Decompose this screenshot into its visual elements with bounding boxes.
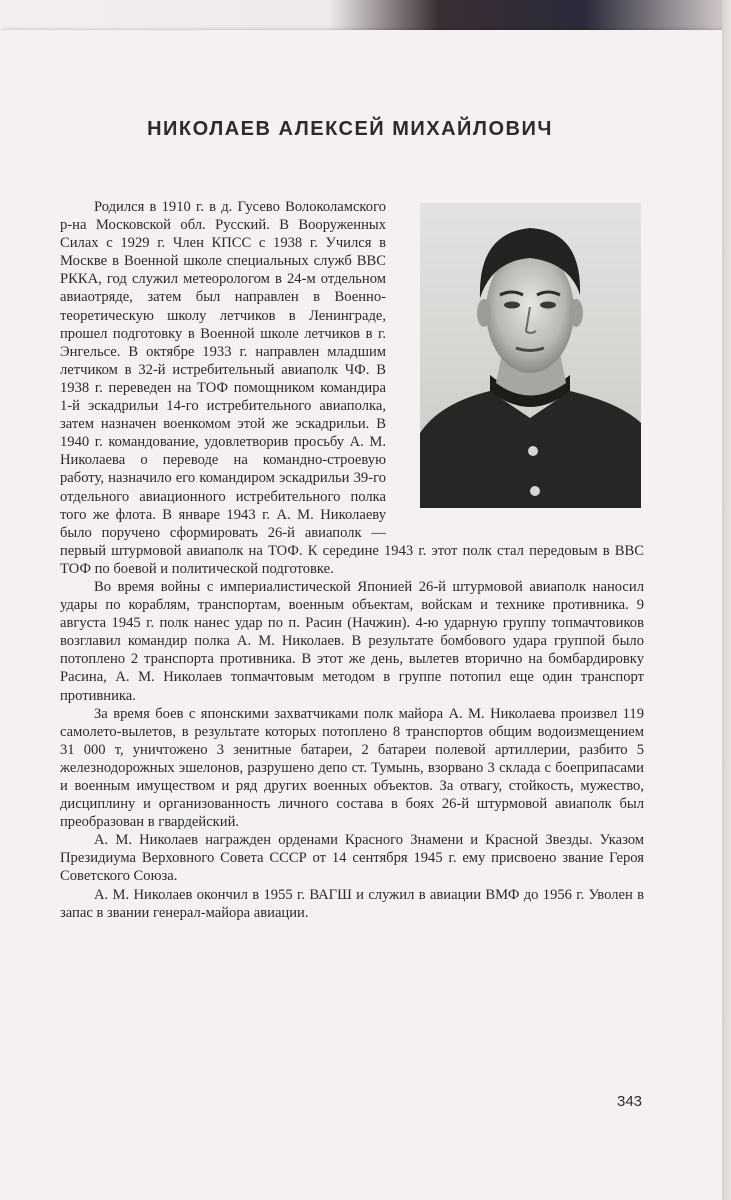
paragraph-3: За время боев с японскими захватчиками полк майора А. М. Николаева произвел 119 самолето-вылетов, в результате которых потоплено 8 транспортов общим водоизмещением 31 000 т, уничтожено 3 зенитные батареи, 2 батареи полевой артиллерии, разбито 5 железнодорожных эшелонов, разрушено депо ст. Тумынь, взорвано 3 склада с боеприпасами и военным имуществом и ряд других военных объектов. За отвагу, стойкость, мужество, дисциплину и организованность личного состава в боях 26-й штурмовой авиаполк был преобразован в гвардейский. [60, 705, 644, 831]
paragraph-1: Родился в 1910 г. в д. Гусево Волоколамского р-на Московской обл. Русский. В Вооруженных Силах с 1929 г. Член КПСС с 1938 г. Учился в Москве в Военной школе специальных служб ВВС РККА, год служил метеорологом в 24-м отдельном авиаотряде, затем был направлен в Военно-теоретическую школу летчиков в Ленинграде, прошел подготовку в Военной школе летчиков в г. Энгельсе. В октябре 1933 г. направлен младшим летчиком в 32-й истребительный авиаполк ЧФ. В 1938 г. переведен на ТОФ помощником командира 1-й эскадрильи 14-го истребительного авиаполка, затем назначен военкомом этой же эскадрильи. В 1940 г. командование, удовлетворив просьбу А. М. Николаева о переводе на командно-строевую работу, назначило его командиром эскадрильи 39-го отдельного авиационного истребительного полка того же флота. В январе 1943 г. А. М. Николаеву было поручено сформировать 26-й авиаполк — первый штурмовой авиаполк на ТОФ. К середине 1943 г. этот полк стал передовым в ВВС ТОФ по боевой и политической подготовке. [60, 199, 644, 577]
page-number: 343 [617, 1093, 643, 1110]
paragraph-2: Во время войны с империалистической Японией 26-й штурмовой авиаполк наносил удары по кораблям, транспортам, военным объектам, войскам и технике противника. 9 августа 1945 г. полк нанес удар по п. Расин (Начжин). 4-ю ударную группу топмачтовиков возглавил командир полка А. М. Николаев. В результате бомбового удара группой было потоплено 2 транспорта противника. В этот же день, вылетев вторично на бомбардировку Расина, А. М. Николаев топмачтовым методом в группе потопил еще один транспорт противника. [60, 578, 644, 704]
page-edge [722, 0, 731, 1200]
paragraph-5: А. М. Николаев окончил в 1955 г. ВАГШ и служил в авиации ВМФ до 1956 г. Уволен в запас в звании генерал-майора авиации. [60, 886, 644, 921]
page-title: НИКОЛАЕВ АЛЕКСЕЙ МИХАЙЛОВИЧ [147, 118, 553, 140]
biography-text [60, 198, 644, 922]
paragraph-4: А. М. Николаев награжден орденами Красного Знамени и Красной Звезды. Указом Президиума Верховного Совета СССР от 14 сентября 1945 г. ему присвоено звание Героя Советского Союза. [60, 832, 644, 885]
photo-wrap-space [386, 198, 644, 532]
